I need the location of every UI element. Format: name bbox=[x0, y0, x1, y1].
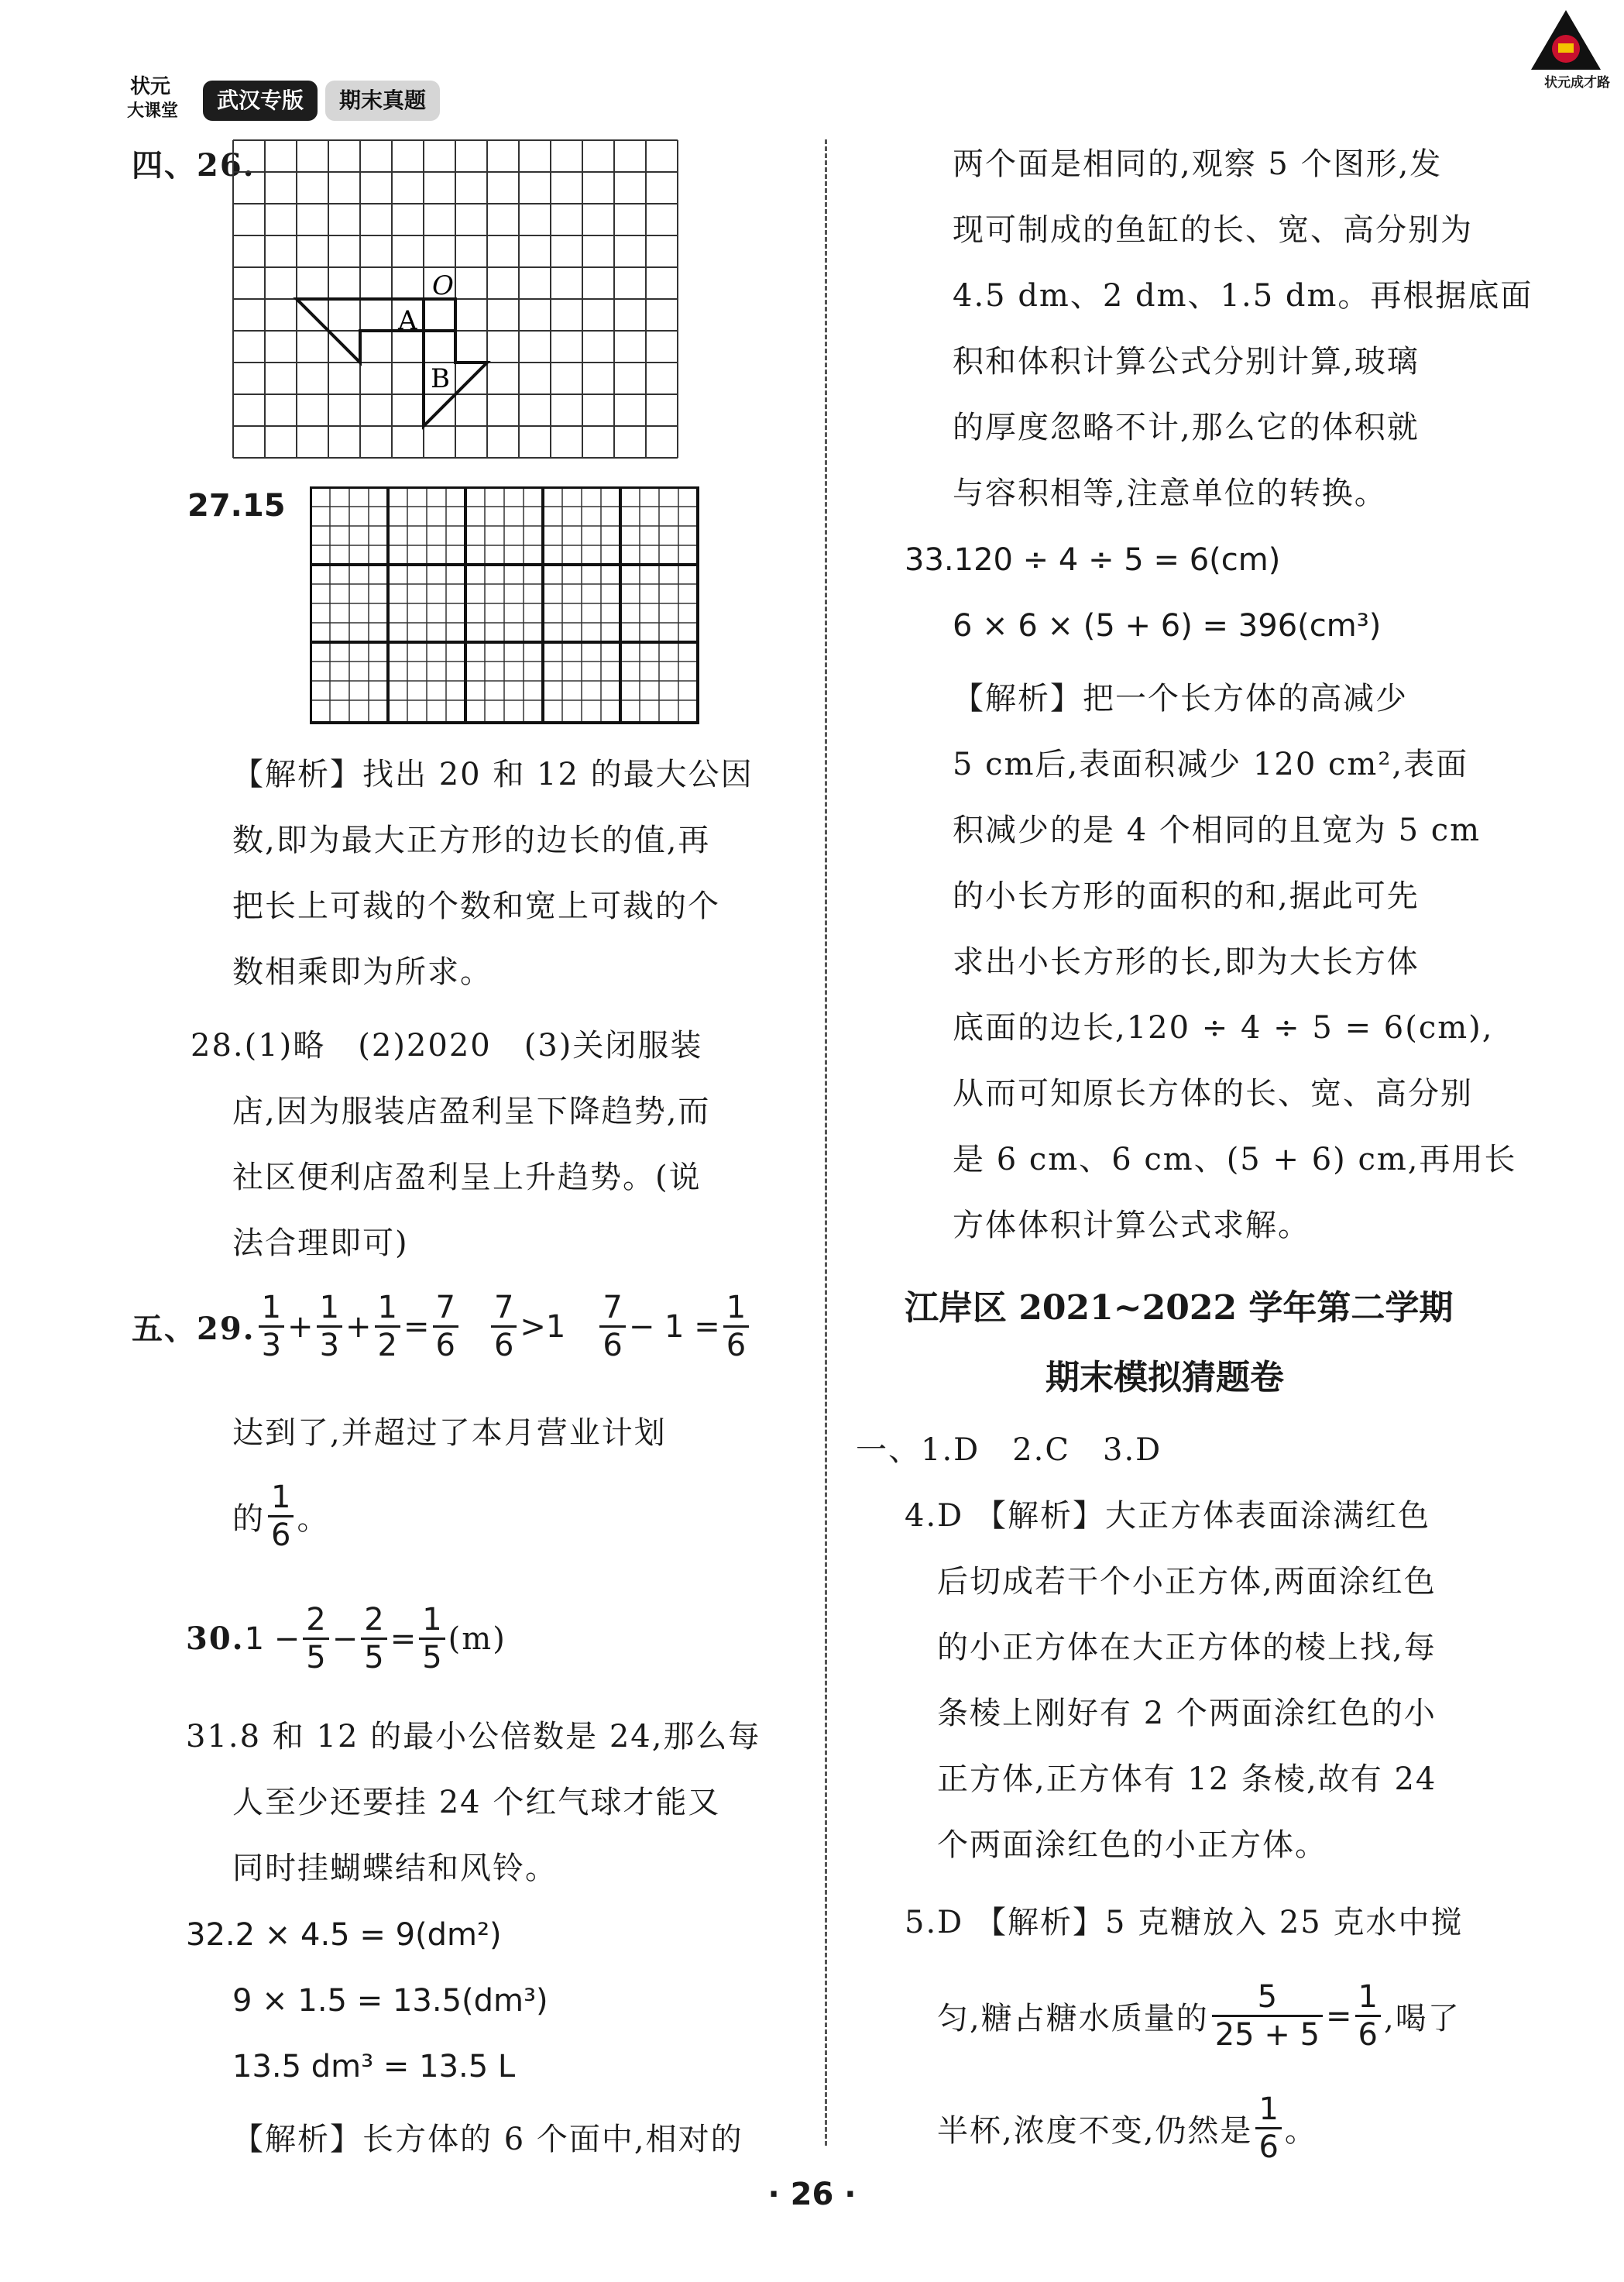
minus-one-equals: − 1 = bbox=[628, 1308, 720, 1345]
q32-line-3: 13.5 dm³ = 13.5 L bbox=[232, 2049, 516, 2084]
frac-one-half: $\frac{1}{2}$ bbox=[375, 1290, 400, 1363]
q5-line2-suffix: ,喝了 bbox=[1383, 2001, 1461, 2036]
q31-line-3: 同时挂蝴蝶结和风铃。 bbox=[232, 1851, 558, 1886]
q5-line3-suffix: 。 bbox=[1284, 2113, 1317, 2149]
q4-line-3: 的小正方体在大正方体的棱上找,每 bbox=[937, 1630, 1437, 1665]
q5-line-2 bbox=[937, 1979, 1461, 2053]
q28-line-1: 28.(1)略 (2)2020 (3)关闭服装 bbox=[191, 1028, 703, 1064]
q32-cont-line-2: 现可制成的鱼缸的长、宽、高分别为 bbox=[953, 212, 1473, 248]
frac-one-sixth-3: $\frac{1}{6}$ bbox=[1355, 1979, 1381, 2053]
q33-line-1: 33.120 ÷ 4 ÷ 5 = 6(cm) bbox=[905, 542, 1281, 578]
section-title-1: 江岸区 2021~2022 学年第二学期 bbox=[905, 1288, 1454, 1328]
q33-line-9: 从而可知原长方体的长、宽、高分别 bbox=[953, 1076, 1473, 1112]
equals-sign: = bbox=[1326, 1998, 1352, 2034]
q28-line-3: 社区便利店盈利呈上升趋势。(说 bbox=[232, 1160, 702, 1195]
q28-line-4: 法合理即可) bbox=[232, 1225, 409, 1261]
q4-line-1: 4.D 【解析】大正方体表面涂满红色 bbox=[905, 1498, 1430, 1534]
q32-line-1: 32.2 × 4.5 = 9(dm²) bbox=[186, 1917, 502, 1953]
q5-line-3 bbox=[937, 2091, 1317, 2165]
q29-text-prefix: 的 bbox=[232, 1501, 265, 1537]
q31-line-2: 人至少还要挂 24 个红气球才能又 bbox=[232, 1785, 721, 1820]
q33-line-8: 底面的边长,120 ÷ 4 ÷ 5 = 6(cm), bbox=[953, 1010, 1494, 1046]
q27-analysis-line-1: 【解析】找出 20 和 12 的最大公因 bbox=[232, 757, 754, 792]
minus-sign: − bbox=[331, 1620, 359, 1657]
shape-a-label: A bbox=[398, 305, 417, 336]
q32-cont-line-5: 的厚度忽略不计,那么它的体积就 bbox=[953, 410, 1420, 445]
q33-line-7: 求出小长方形的长,即为大长方体 bbox=[953, 944, 1420, 980]
q33-line-6: 的小长方形的面积的和,据此可先 bbox=[953, 878, 1420, 914]
q1-3-answers: 一、1.D 2.C 3.D bbox=[856, 1432, 1162, 1468]
q33-line-2: 6 × 6 × (5 + 6) = 396(cm³) bbox=[953, 608, 1382, 644]
q29-label: 五、29. bbox=[132, 1311, 256, 1347]
q5-line-1: 5.D 【解析】5 克糖放入 25 克水中搅 bbox=[905, 1905, 1464, 1940]
q32-line-2: 9 × 1.5 = 13.5(dm³) bbox=[232, 1983, 548, 2019]
q32-cont-line-1: 两个面是相同的,观察 5 个图形,发 bbox=[953, 146, 1443, 182]
triangle-crest-icon bbox=[1523, 6, 1609, 76]
q33-line-4: 5 cm后,表面积减少 120 cm²,表面 bbox=[953, 747, 1469, 782]
q27-answer: 27.15 bbox=[187, 488, 286, 524]
q30-equation bbox=[186, 1602, 506, 1675]
q33-line-10: 是 6 cm、6 cm、(5 + 6) cm,再用长 bbox=[953, 1142, 1517, 1177]
q28-line-2: 店,因为服装店盈利呈下降趋势,而 bbox=[232, 1094, 711, 1129]
q27-grid-figure bbox=[310, 486, 701, 724]
brand-logo-left bbox=[124, 70, 209, 124]
edition-badge: 武汉专版 bbox=[203, 81, 318, 121]
q26-label: 四、26. bbox=[132, 147, 256, 184]
frac-seven-sixths-3: $\frac{7}{6}$ bbox=[599, 1290, 625, 1363]
q29-text-suffix: 。 bbox=[297, 1501, 330, 1537]
page-number: · 26 · bbox=[767, 2177, 857, 2212]
point-o-label: O bbox=[432, 270, 454, 301]
greater-than-one: >1 bbox=[520, 1308, 566, 1345]
one-minus: 1 − bbox=[244, 1620, 300, 1657]
frac-one-third-2: $\frac{1}{3}$ bbox=[317, 1290, 342, 1363]
section-title-2: 期末模拟猜题卷 bbox=[1045, 1358, 1284, 1397]
q4-line-6: 个两面涂红色的小正方体。 bbox=[937, 1827, 1327, 1863]
q5-line2-prefix: 匀,糖占糖水质量的 bbox=[937, 2001, 1209, 2036]
frac-two-fifths-1: $\frac{2}{5}$ bbox=[303, 1602, 328, 1675]
q29-equation bbox=[132, 1290, 752, 1363]
q32-cont-line-3: 4.5 dm、2 dm、1.5 dm。再根据底面 bbox=[953, 278, 1533, 314]
q26-grid-figure bbox=[232, 139, 685, 461]
frac-one-third-1: $\frac{1}{3}$ bbox=[259, 1290, 284, 1363]
q31-line-1: 31.8 和 12 的最小公倍数是 24,那么每 bbox=[186, 1719, 761, 1754]
q4-line-5: 正方体,正方体有 12 条棱,故有 24 bbox=[937, 1761, 1437, 1797]
q29-text-line-1: 达到了,并超过了本月营业计划 bbox=[232, 1415, 667, 1451]
q30-label: 30. bbox=[186, 1620, 245, 1657]
frac-one-sixth: $\frac{1}{6}$ bbox=[723, 1290, 749, 1363]
q33-line-3: 【解析】把一个长方体的高减少 bbox=[953, 681, 1408, 717]
frac-seven-sixths: $\frac{7}{6}$ bbox=[433, 1290, 458, 1363]
logo-bottom-text: 大课堂 bbox=[127, 101, 179, 121]
exam-type-badge: 期末真题 bbox=[325, 81, 440, 121]
q27-analysis-line-2: 数,即为最大正方形的边长的值,再 bbox=[232, 823, 711, 858]
q30-unit: (m) bbox=[448, 1620, 506, 1657]
q33-line-11: 方体体积计算公式求解。 bbox=[953, 1208, 1310, 1243]
q32-analysis-line: 【解析】长方体的 6 个面中,相对的 bbox=[232, 2122, 743, 2157]
q27-fine-grid bbox=[311, 487, 698, 723]
q4-line-2: 后切成若干个小正方体,两面涂红色 bbox=[937, 1564, 1437, 1600]
q29-text-line-2 bbox=[232, 1480, 329, 1553]
equals-sign: = bbox=[403, 1308, 430, 1345]
frac-one-fifth: $\frac{1}{5}$ bbox=[419, 1602, 445, 1675]
q4-line-4: 条棱上刚好有 2 个两面涂红色的小 bbox=[937, 1696, 1437, 1731]
q33-line-5: 积减少的是 4 个相同的且宽为 5 cm bbox=[953, 813, 1482, 848]
frac-one-sixth-4: $\frac{1}{6}$ bbox=[1255, 2091, 1281, 2165]
q32-cont-line-4: 积和体积计算公式分别计算,玻璃 bbox=[953, 344, 1420, 380]
q5-line3-prefix: 半杯,浓度不变,仍然是 bbox=[937, 2113, 1253, 2149]
frac-one-sixth-2: $\frac{1}{6}$ bbox=[268, 1480, 294, 1553]
equals-sign: = bbox=[390, 1620, 417, 1657]
publisher-name: 状元成才路 bbox=[1544, 75, 1610, 91]
frac-five-over-thirty: $\frac{5}{25 + 5}$ bbox=[1212, 1979, 1323, 2053]
shape-b-label: B bbox=[431, 363, 450, 394]
q27-analysis-line-4: 数相乘即为所求。 bbox=[232, 954, 493, 990]
logo-top-text: 状元 bbox=[130, 75, 171, 98]
frac-two-fifths-2: $\frac{2}{5}$ bbox=[361, 1602, 386, 1675]
q32-cont-line-6: 与容积相等,注意单位的转换。 bbox=[953, 476, 1387, 511]
column-divider bbox=[825, 139, 827, 2146]
plus-sign: + bbox=[345, 1308, 372, 1345]
frac-seven-sixths-2: $\frac{7}{6}$ bbox=[491, 1290, 517, 1363]
plus-sign: + bbox=[287, 1308, 314, 1345]
q27-analysis-line-3: 把长上可裁的个数和宽上可裁的个 bbox=[232, 888, 720, 924]
